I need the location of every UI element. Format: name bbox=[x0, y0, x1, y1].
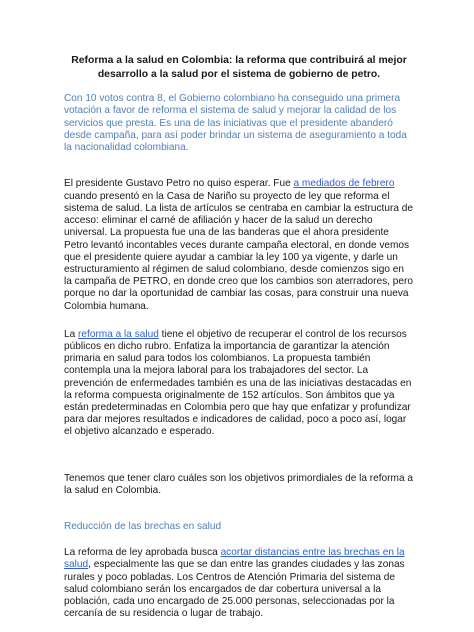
paragraph-petro bbox=[64, 178, 414, 312]
paragraph-reforma bbox=[64, 329, 414, 439]
paragraph-text: El presidente Gustavo Petro no quiso esperar. Fue bbox=[64, 178, 294, 190]
paragraph-text: tiene el objetivo de recuperar el control de los recursos públicos en dicho rubro. Enfatiza la importancia de garantizar la atención primaria en salud para todos los colombianos. La propuesta también contempla una la mejora laboral para los trabajadores del sector. La prevención de enfermedades también es una de las iniciativas destacadas en la reforma compuesta originalmente de 152 artículos. Son ámbitos que ya están predeterminadas en Colombia pero que hay que enfatizar y profundizar para dar mejores resultados e indicadores de calidad, poco a poco así, logar el objetivo alcanzado e esperado. bbox=[64, 328, 412, 438]
intro-paragraph: Con 10 votos contra 8, el Gobierno colombiano ha conseguido una primera votación a favor de reforma el sistema de salud y mejorar la calidad de los servicios que presta. Es una de las iniciativas que el presidente abanderó desde campaña, para así poder brindar un sistema de aseguramiento a toda la nacionalidad colombiana. bbox=[64, 93, 407, 154]
link-acortar-distancias[interactable]: acortar distancias entre las brechas en la salud bbox=[64, 547, 405, 571]
paragraph-text: cuando presentó en la Casa de Nariño su proyecto de ley que reforma el sistema de salud. La lista de artículos se centraba en cambiar la estructura de acceso: eliminar el carné de afiliación y hacer de la salud un derecho universal. La propuesta fue una de las banderas que el ahora presidente Petro levantó incontables veces durante campaña electoral, en donde vemos que el presidente quiere ayudar a cambiar la ley 100 ya vigente, y darle un estructuramiento al régimen de salud colombiano, desde comienzos sigo en la campaña de PETRO, en donde creo que los cambios son aterradores, pero porque no dar la oportunidad de cambiar las cosas, para construir una nueva Colombia humana. bbox=[64, 190, 413, 312]
subheading-brechas: Reducción de las brechas en salud bbox=[64, 520, 222, 532]
link-mediados-febrero[interactable]: a mediados de febrero bbox=[293, 178, 395, 190]
paragraph-brechas bbox=[64, 547, 414, 620]
link-reforma-salud[interactable]: reforma a la salud bbox=[78, 328, 159, 340]
document-title bbox=[64, 54, 414, 81]
paragraph-objetivos: Tenemos que tener claro cuáles son los objetivos primordiales de la reforma a la salud en Colombia. bbox=[64, 472, 413, 496]
paragraph-text: La bbox=[64, 328, 79, 340]
paragraph-text: La reforma de ley aprobada busca bbox=[64, 547, 221, 559]
title-line-2: desarrollo a la salud por el sistema de gobierno de petro. bbox=[97, 68, 381, 80]
title-line-1: Reforma a la salud en Colombia: la reforma que contribuirá al mejor bbox=[71, 55, 407, 66]
paragraph-text: , especialmente las que se dan entre las grandes ciudades y las zonas rurales y poco pobladas. Los Centros de Atención Primaria del sistema de salud colombiano serán los encargados de dar cobertura universal a la población, cada uno encargado de 25.000 personas, seleccionadas por la cercanía de su residencia o lugar de trabajo. bbox=[64, 559, 405, 620]
